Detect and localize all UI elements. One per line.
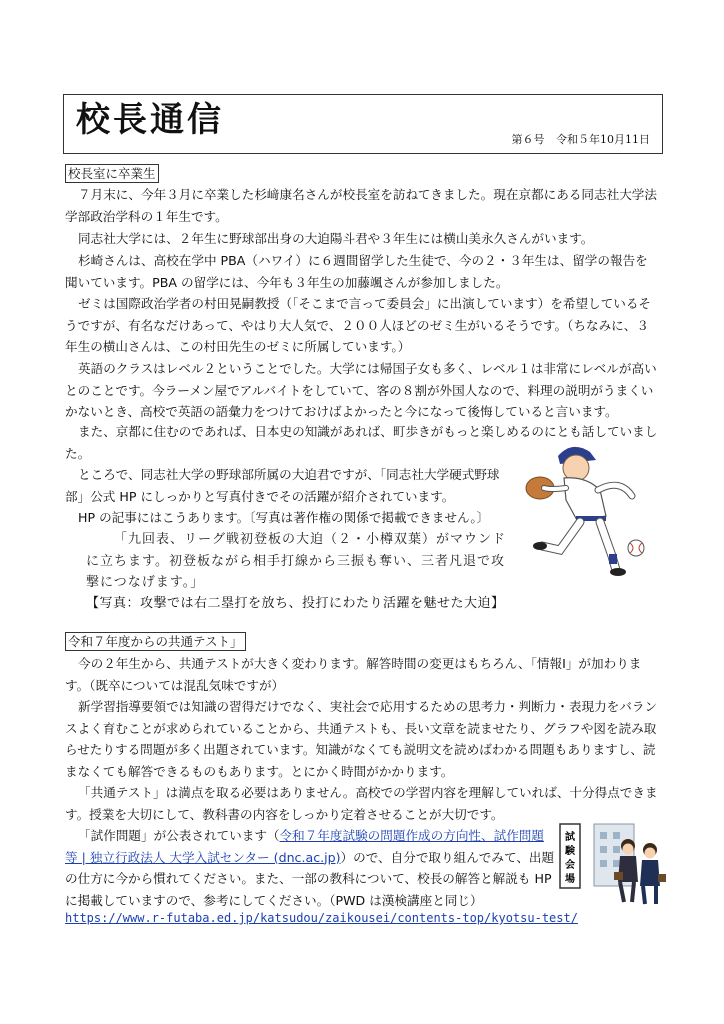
paragraph: 英語のクラスはレベル２ということでした。大学には帰国子女も多く、レベル１は非常にレベルが高いとのことです。今ラーメン屋でアルバイトをしていて、客の８割が外国人なので、料理の説明がうまくいかないとき、高校で英語の語彙力をつけておけばよかったと今になって後悔していると言います。 [65, 361, 657, 419]
sign-char: 験 [565, 846, 575, 857]
page-title: 校長通信 [76, 100, 224, 140]
paragraph: ７月末に、今年３月に卒業した杉﨑康名さんが校長室を訪ねてきました。現在京都にある同志社大学法学部政治学科の１年生です。 [65, 187, 657, 224]
paragraph: 杉崎さんは、高校在学中 PBA（ハワイ）に６週間留学した生徒で、今の２・３年生は、留学の報告を聞いています。PBA の留学には、今年も３年生の加藤颯さんが参加しました。 [65, 253, 648, 290]
paragraph: ゼミは国際政治学者の村田晃嗣教授（「そこまで言って委員会」に出演しています）を希望しているそうですが、有名なだけあって、やはり大人気で、２００人ほどのゼミ生がいるそうです。（ちなみに、３年生の横山さんは、この村田先生のゼミに所属しています。） [65, 296, 652, 354]
article-quote: 「九回表、リーグ戦初登板の大迫（２・小樽双葉）がマウンドに立ちます。初登板ながら相手打線から三振も奪い、三者凡退で攻撃につなげます。」 [86, 532, 507, 590]
dnc-link[interactable]: 令和７年度試験の問題作成の方向性、試作問題等 | 独立行政法人 大学入試センター (dnc.ac.jp) [65, 828, 544, 865]
header-box [63, 94, 663, 154]
sign-char: 試 [565, 832, 575, 843]
section-heading-common-test: 令和７年度からの共通テスト」 [65, 632, 246, 651]
exam-venue-illustration [558, 810, 668, 910]
section-heading-graduate-visit: 校長室に卒業生 [65, 164, 159, 183]
issue-number: 第６号 [511, 133, 545, 146]
issue-date: 令和５年10月11日 [556, 133, 650, 146]
school-url-link[interactable]: https://www.r-futaba.ed.jp/katsudou/zaikousei/contents-top/kyotsu-test/ [65, 911, 578, 925]
photo-caption: 【写真：攻撃では右二塁打を放ち、投打にわたり活躍を魅せた大迫】 [86, 596, 505, 611]
paragraph: また、京都に住むのであれば、日本史の知識があれば、町歩きがもっと楽しめるのにとも話していました。 [65, 424, 658, 461]
sign-char: 場 [565, 874, 575, 885]
sign-char: 会 [565, 860, 575, 871]
paragraph: 今の２年生から、共通テストが大きく変わります。解答時間の変更はもちろん、「情報Ⅰ」が加わります。（既卒については混乱気味ですが） [65, 656, 642, 693]
paragraph: ところで、同志社大学の野球部所属の大迫君ですが、「同志社大学硬式野球部」公式 HP にしっかりと写真付きでその活躍が紹介されています。 [65, 467, 500, 504]
paragraph: 「共通テスト」は満点を取る必要はありません。高校での学習内容を理解していれば、十分得点できます。授業を大切にして、教科書の内容をしっかり定着させることが大切です。 [65, 785, 658, 822]
paragraph: 新学習指導要領では知識の習得だけでなく、実社会で応用するための思考力・判断力・表現力をバランスよく育むことが求められていることから、共通テストも、長い文章を読ませたり、グラフや図を読み取らせたりする問題が多く出題されています。知識がなくても説明文を読めばわかる問題もありますし、読まなくても解答できるものもあります。とにかく時間がかかります。 [65, 699, 658, 779]
issue-info [504, 131, 651, 147]
baseball-pitcher-illustration [520, 438, 650, 583]
paragraph: 同志社大学には、２年生に野球部出身の大迫陽斗君や３年生には横山美永久さんがいます。 [78, 231, 594, 246]
paragraph-sample-problems [65, 825, 555, 911]
text-span: ）ので、自分で取り組んでみて、出題の仕方に今から慣れてください。また、一部の教科について、校長の解答と解説も HP に掲載していますので、参考にしてください。（PWD は漢検講座と同じ） [65, 849, 555, 908]
paragraph: HP の記事にはこうあります。〔写真は著作権の関係で掲載できません。〕 [78, 510, 490, 525]
text-span: 「試作問題」が公表されています（ [78, 828, 280, 843]
